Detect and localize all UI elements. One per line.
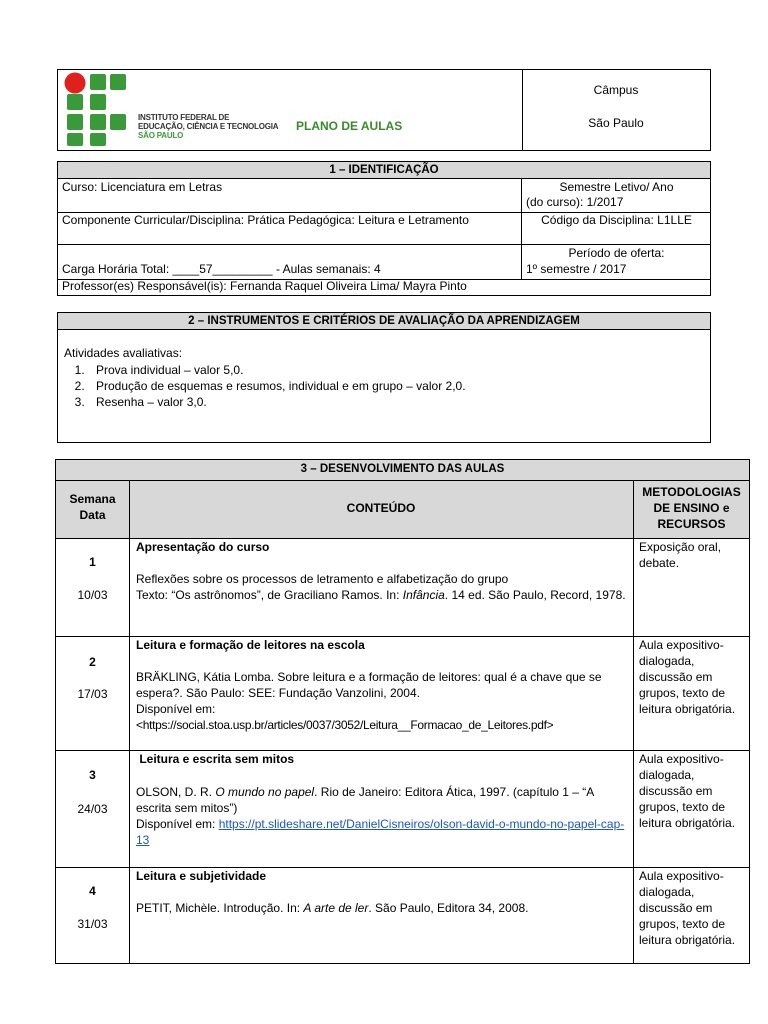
reference-link[interactable]: https://pt.slideshare.net/DanielCisneiros/olson-david-o-mundo-no-papel-cap-13 (136, 817, 625, 847)
conteudo-title: Leitura e escrita sem mitos (136, 752, 295, 766)
periodo-label: Período de oferta: (568, 246, 665, 260)
periodo-value: 1º semestre / 2017 (526, 262, 627, 276)
conteudo-text: Reflexões sobre os processos de letramento e alfabetização do grupo Texto: “Os astrônomos”, de Graciliano Ramos. In: Infância. 14 ed. São Paulo, Record, 1978. (136, 572, 626, 602)
logo-text: INSTITUTO FEDERAL DE EDUCAÇÃO, CIÊNCIA E TECNOLOGIA SÃO PAULO (138, 113, 279, 140)
codigo-field: Código da Disciplina: L1LLE (541, 213, 692, 227)
metodologia-text: Aula expositivo-dialogada, discussão em grupos, texto de leitura obrigatória. (639, 752, 736, 830)
institute-logo (63, 71, 135, 147)
conteudo-text: OLSON, D. R. O mundo no papel. Rio de Janeiro: Editora Ática, 1997. (capítulo 1 – “A escrita sem mitos”) Disponível em: https://pt.slideshare.net/DanielCisneiros/olson-david-o-mundo-no-papel-cap-13 (136, 785, 625, 847)
conteudo-title: Leitura e subjetividade (136, 869, 267, 883)
avaliacao-item: 2. Produção de esquemas e resumos, individual e em grupo – valor 2,0. (88, 378, 466, 394)
semana-number: 1 (89, 555, 96, 569)
metodologia-text: Aula expositivo-dialogada, discussão em grupos, texto de leitura obrigatória. (639, 869, 736, 947)
avaliacao-intro: Atividades avaliativas: (64, 346, 183, 360)
semana-date: 17/03 (77, 687, 108, 701)
conteudo-title: Apresentação do curso (136, 540, 270, 554)
identificacao-title: 1 – IDENTIFICAÇÃO (57, 161, 711, 179)
avaliacao-item: 3. Resenha – valor 3,0. (88, 394, 466, 410)
document-header (57, 69, 711, 151)
curso-field: Curso: Licenciatura em Letras (62, 180, 223, 194)
semana-date: 10/03 (77, 588, 108, 602)
semana-date: 31/03 (77, 917, 108, 931)
avaliacao-item: 1. Prova individual – valor 5,0. (88, 362, 466, 378)
document-title: PLANO DE AULAS (296, 119, 403, 133)
desenvolvimento-title: 3 – DESENVOLVIMENTO DAS AULAS (300, 463, 505, 475)
semana-number: 3 (89, 768, 96, 782)
semestre-label: Semestre Letivo/ Ano (559, 180, 674, 194)
semestre-value: (do curso): 1/2017 (526, 195, 624, 209)
conteudo-title: Leitura e formação de leitores na escola (136, 638, 365, 652)
avaliacao-title: 2 – INSTRUMENTOS E CRITÉRIOS DE AVALIAÇÃO DA APRENDIZAGEM (57, 312, 711, 330)
campus-value: São Paulo (588, 116, 644, 130)
campus-label: Câmpus (593, 83, 639, 97)
carga-field: Carga Horária Total: ____57_________ - Aulas semanais: 4 (62, 262, 381, 276)
col-conteudo-header: CONTEÚDO (346, 501, 416, 515)
metodologia-text: Aula expositivo-dialogada, discussão em grupos, texto de leitura obrigatória. (639, 638, 736, 716)
avaliacao-list (62, 362, 466, 410)
semana-date: 24/03 (77, 802, 108, 816)
metodologia-text: Exposição oral, debate. (639, 540, 722, 570)
semana-number: 2 (89, 655, 96, 669)
semana-number: 4 (89, 884, 96, 898)
componente-field: Componente Curricular/Disciplina: Prática Pedagógica: Leitura e Letramento (62, 213, 469, 227)
col-metodologias-header: METODOLOGIAS DE ENSINO e RECURSOS (642, 485, 741, 531)
professor-field: Professor(es) Responsável(is): Fernanda Raquel Oliveira Lima/ Mayra Pinto (62, 279, 467, 293)
conteudo-text: PETIT, Michèle. Introdução. In: A arte de ler. São Paulo, Editora 34, 2008. (136, 901, 529, 915)
desenvolvimento-table (55, 459, 750, 964)
conteudo-text: BRÄKLING, Kátia Lomba. Sobre leitura e a formação de leitores: qual é a chave que se espera?. São Paulo: SEE: Fundação Vanzolini, 2004. Disponível em: <https://social.stoa.usp.br/articles/0037/3052/Leitura__Formacao_de_Leitores.pdf> (136, 670, 602, 732)
col-semana-header: Semana Data (69, 492, 116, 522)
